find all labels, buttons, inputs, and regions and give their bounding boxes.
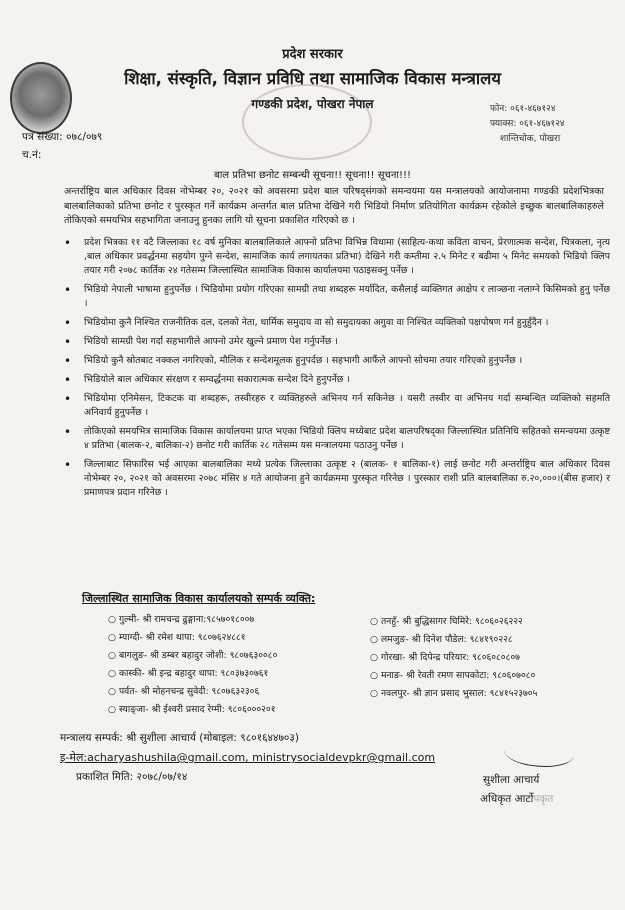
signatory-name: सुशीला आचार्य bbox=[483, 774, 540, 786]
rule-item: • भिडियोमा एनिमेसन, टिकटक वा शब्दहरू, तस्वीरहरु र व्यक्तिहरुले अभिनय गर्न सकिनेछ । यसरी तस्वीर वा अभिनय गर्दा सम्बन्धित व्यक्तिको सहमति अनिवार्य हुनुपर्नेछ । bbox=[60, 392, 610, 420]
government-heading: प्रदेश सरकार bbox=[282, 47, 343, 62]
published-date: प्रकाशित मिति: २०७८/०७/१४ bbox=[76, 771, 188, 783]
rule-item: • भिडियो नेपाली भाषामा हुनुपर्नेछ । भिडियोमा प्रयोग गरिएका सामग्री तथा शब्दहरू मर्यादित, कसैलाई व्यक्तिगत आक्षेप र लाञ्छना नलाग्ने किसिमको हुनु पर्नेछ । bbox=[60, 283, 610, 311]
signatory-title bbox=[480, 792, 553, 806]
office-address: शान्तिचोक, पोखरा bbox=[500, 134, 561, 144]
rule-item: • तोकिएको समयभित्र सामाजिक विकास कार्यालयमा प्राप्त भएका भिडियो क्लिप मध्येबाट प्रदेश बालपरिषद्का जिल्लास्थित प्रतिनिधि सहितको समन्वयमा उत्कृष्ट ४ प्रतिभा (बालक-२, बालिका-२) छनोट गरी कार्तिक २८ गतेसम्म यस मन्त्रालयमा पठाउनु पर्नेछ । bbox=[60, 425, 610, 453]
ministry-name: शिक्षा, संस्कृति, विज्ञान प्रविधि तथा सामाजिक विकास मन्त्रालय bbox=[124, 69, 501, 88]
phone-number: फोन: ०६१-४६७१२४ bbox=[490, 104, 556, 114]
email-addresses[interactable]: इ-मेल:acharyashushila@gmail.com, ministrysocialdevpkr@gmail.com bbox=[60, 751, 436, 764]
rule-item: • भिडियोमा कुनै निश्चित राजनीतिक दल, दलको नेता, धार्मिक समुदाय वा सो समुदायका अगुवा वा निश्चित व्यक्तिको पक्षपोषण गर्न हुनुहुँदैन । bbox=[60, 316, 610, 330]
rule-item: • जिल्लाबाट सिफारिस भई आएका बालबालिका मध्ये प्रत्येक जिल्लाका उत्कृष्ट २ (बालक- १ बालिका-१) लाई छनोट गरी अन्तर्राष्ट्रिय बाल अधिकार दिवस नोभेम्बर २०, २०२१ को अवसरमा २०७८ मंसिर ४ गते आयोजना हुने कार्यक्रममा पुरस्कृत गरिनेछ । पुरस्कार राशी प्रति बालबालिका रु.२०,०००।(बीस हजार) र प्रमाणपत्र प्रदान गरिनेछ । bbox=[60, 458, 610, 500]
office-contact-lamjung: ○ लमजुङ- श्री दिनेश पौडेल: ९८४१९०२२८ bbox=[370, 632, 513, 645]
signatory-title-faded: पकृत bbox=[533, 793, 554, 805]
rule-item: • प्रदेश भित्रका ११ वटै जिल्लाका १८ वर्ष मुनिका बालबालिकाले आफ्नो प्रतिभा विभिन्न विधामा (साहित्य-कथा कविता वाचन, प्रेरणात्मक सन्देश, चित्रकला, नृत्य ,बाल अधिकार प्रवर्द्धनमा सहयोग पुग्ने सन्देश, सामाजिक कार्य लगायतका प्रतिभा) देखिने गरी कम्तीमा २.५ मिनेट र बढीमा ५ मिनेट समयको भिडियो क्लिप तयार गरी २०७८ कार्तिक २४ गतेसम्म जिल्लास्थित सामाजिक विकास कार्यालयमा पठाइसक्नु पर्नेछ । bbox=[60, 236, 610, 278]
office-contact-kaski: ○ कास्की- श्री इन्द्र बहादुर थापा: ९८०३७३०७६१ bbox=[108, 666, 268, 679]
office-contact-manang: ○ मनाङ- श्री रेवती रमण सापकोटा: ९८०६०७०८० bbox=[370, 668, 535, 681]
handwritten-signature bbox=[504, 738, 574, 767]
dispatch-number: च.नं: bbox=[22, 149, 42, 161]
signatory-title-text: अधिकृत आर्टो bbox=[480, 793, 534, 805]
rule-item: • भिडियो सामग्री पेश गर्दा सहभागीले आफ्नो उमेर खुल्ने प्रमाण पेश गर्नुपर्नेछ । bbox=[60, 335, 610, 349]
rule-item: • भिडियो कुनै स्रोतबाट नक्कल नगरिएको, मौलिक र सन्देशमूलक हुनुपर्दछ । सहभागी आफैंले आफ्नो सोचमा तयार गरिएको हुनुपर्नेछ । bbox=[60, 354, 610, 368]
office-contact-syangja: ○ स्याङ्जा- श्री ईश्वरी प्रसाद रेग्मी: ९८०६०००२०१ bbox=[108, 702, 276, 715]
rule-item: • भिडियोले बाल अधिकार संरक्षण र सम्वर्द्धनमा सकारात्मक सन्देश दिने हुनुपर्नेछ । bbox=[60, 373, 610, 387]
office-contact-parbat: ○ पर्वत- श्री मोहनचन्द्र सुवेदी: ९८०७६३२३०६ bbox=[108, 684, 259, 697]
office-contact-myagdi: ○ म्याग्दी- श्री रमेश थापा: ९८०७६२४८८१ bbox=[108, 630, 246, 643]
offices-heading: जिल्लास्थित सामाजिक विकास कार्यालयको सम्पर्क व्यक्ति: bbox=[82, 592, 316, 605]
fax-number: फ्याक्स: ०६१-४६७१२४ bbox=[490, 119, 565, 129]
location-line: गण्डकी प्रदेश, पोखरा नेपाल bbox=[251, 97, 374, 111]
office-contact-gorkha: ○ गोरखा- श्री दिपेन्द्र परियार: ९८०६०८०८०७ bbox=[370, 650, 520, 663]
office-contact-baglung: ○ बागलुङ- श्री डम्बर बहादुर जोशी: ९८०७६३००८० bbox=[108, 648, 277, 661]
rules-list bbox=[60, 236, 610, 505]
letter-number: पत्र संख्या: ०७८/०७९ bbox=[22, 131, 103, 143]
office-contact-gulmi: ○ गुल्मी- श्री रामचन्द्र ढुङ्गाना:९८५७०१८००७ bbox=[108, 612, 254, 625]
office-contact-nawalpur: ○ नवलपुर- श्री ज्ञान प्रसाद भुसाल: ९८४१५२३७०५ bbox=[370, 686, 537, 699]
ministry-contact: मन्त्रालय सम्पर्क: श्री सुशीला आचार्य (मोबाइल: ९८०१६४४७०३) bbox=[60, 732, 299, 744]
office-contact-tanahun: ○ तनहुँ- श्री बुद्धिसागर घिमिरे: ९८०६०२६२२२ bbox=[370, 614, 523, 627]
notice-title: बाल प्रतिभा छनोट सम्बन्धी सूचना!! सूचना!! सूचना!!! bbox=[214, 170, 411, 181]
notice-intro: अन्तर्राष्ट्रिय बाल अधिकार दिवस नोभेम्बर २०, २०२१ को अवसरमा प्रदेश बाल परिषद्संगको समन्वयमा यस मन्त्रालयको आयोजनामा गण्डकी प्रदेशभित्रका बालबालिकाको प्रतिभा छनोट र पुरस्कृत गर्ने कार्यक्रम अन्तर्गत बाल प्रतिभा देखिने गरी भिडियो निर्माण प्रतियोगिता कार्यक्रम रहेकोले इच्छुक बालबालिकाहरुले तोकिएको समयभित्र सहभागिता जनाउनु हुनका लागि यो सूचना प्रकाशित गरिएको छ । bbox=[64, 186, 604, 226]
